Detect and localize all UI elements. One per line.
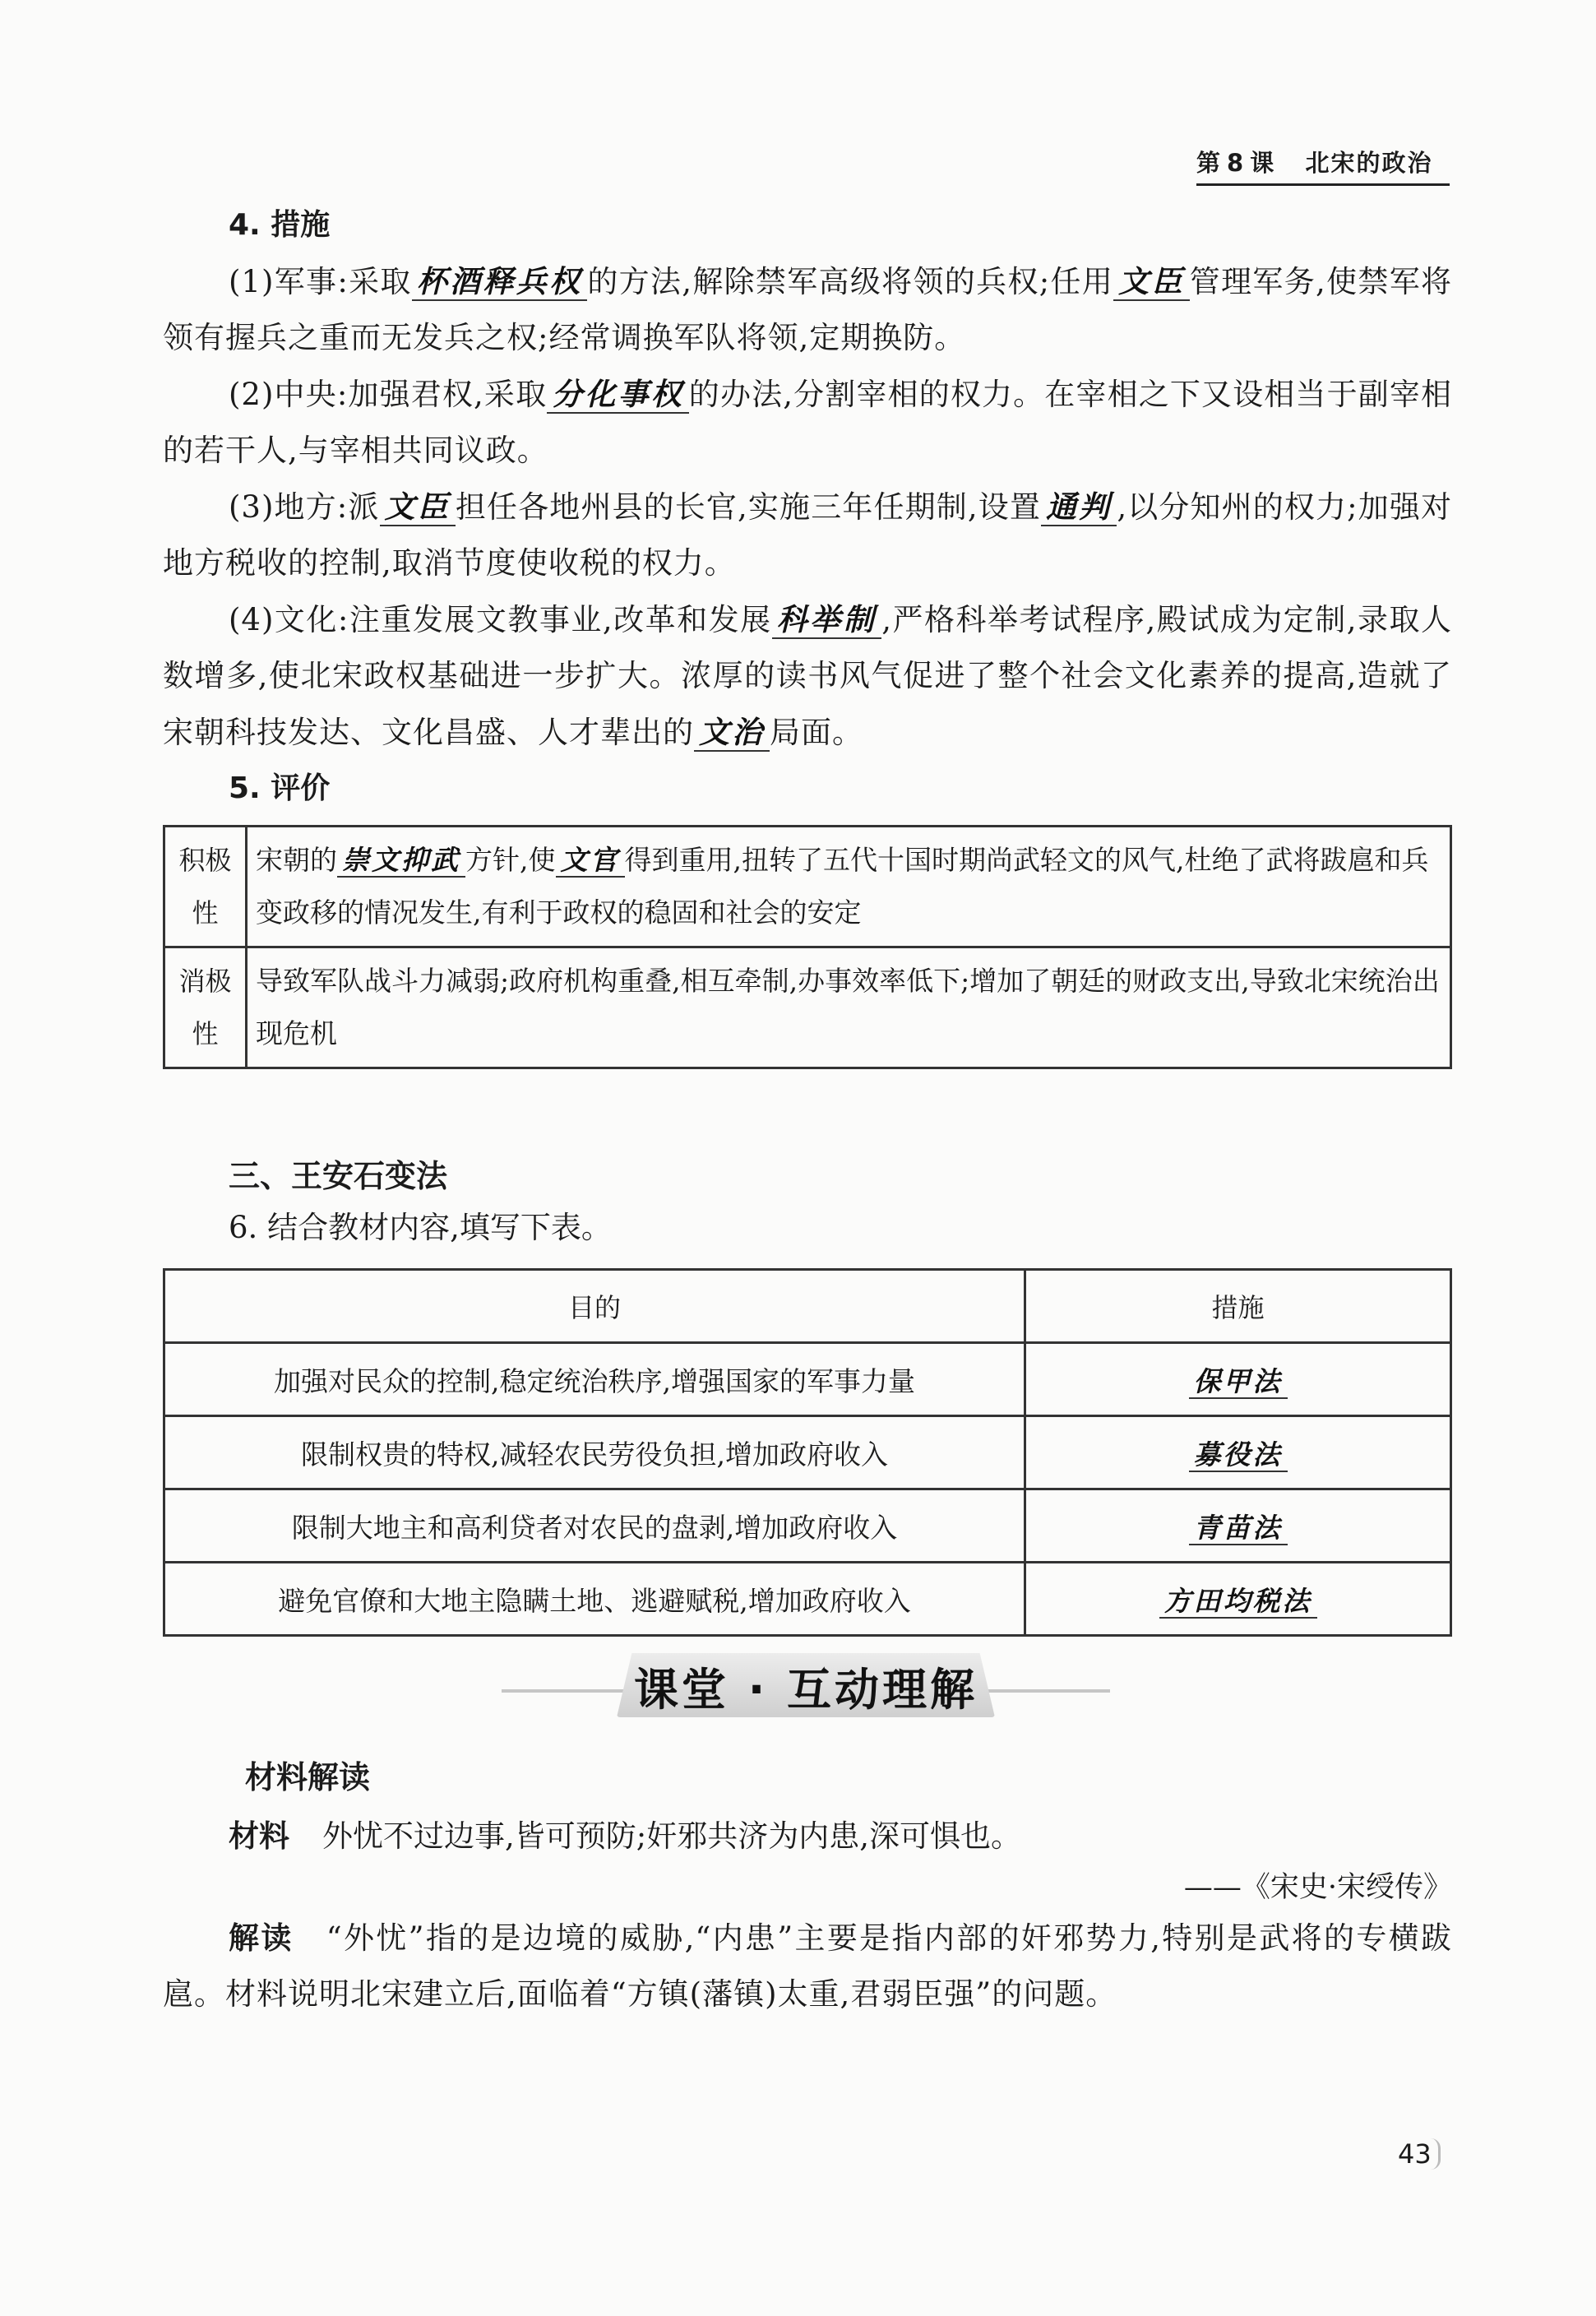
column-header-purpose: 目的 xyxy=(164,1270,1025,1343)
table-row xyxy=(164,1489,1451,1563)
lesson-title: 北宋的政治 xyxy=(1305,149,1433,177)
section-5 xyxy=(163,765,1452,1069)
answer-blank: 分化事权 xyxy=(547,376,689,414)
answer-blank: 科举制 xyxy=(772,601,882,639)
answer-blank: 杯酒释兵权 xyxy=(412,263,588,301)
negative-label: 消极 性 xyxy=(164,947,247,1068)
section-4-title: 4. 措施 xyxy=(229,208,331,242)
table-row xyxy=(164,1343,1451,1416)
positive-label: 积极 性 xyxy=(164,827,247,947)
evaluation-table xyxy=(163,825,1452,1069)
purpose-cell: 加强对民众的控制,稳定统治秩序,增强国家的军事力量 xyxy=(164,1343,1025,1416)
negative-text: 导致军队战斗力减弱;政府机构重叠,相互牵制,办事效率低下;增加了朝廷的财政支出,导致北宋统治出现危机 xyxy=(247,947,1451,1068)
section-banner xyxy=(502,1653,1110,1719)
lesson-suffix: 课 xyxy=(1250,149,1276,177)
measure-cell: 方田均税法 xyxy=(1025,1563,1451,1636)
measure-local: (3)地方:派 文臣 担任各地州县的长官,实施三年任期制,设置 通判 ,以分知州的权力;加强对地方税收的控制,取消节度使收税的权力。 xyxy=(163,489,1453,581)
table-row xyxy=(164,1563,1451,1636)
measure-culture: (4)文化:注重发展文教事业,改革和发展 科举制 ,严格科举考试程序,殿试成为定制,录取人数增多,使北宋政权基础进一步扩大。浓厚的读书风气促进了整个社会文化素养的提高,造就了宋朝科技发达、文化昌盛、人才辈出的 文治 局面。 xyxy=(163,601,1452,750)
page-number: 43 xyxy=(1391,2138,1441,2170)
table-header-row xyxy=(164,1270,1451,1343)
purpose-cell: 避免官僚和大地主隐瞒土地、逃避赋税,增加政府收入 xyxy=(164,1563,1025,1636)
answer-blank: 文官 xyxy=(556,844,625,878)
answer-blank: 文臣 xyxy=(1113,263,1190,301)
measure-central: (2)中央:加强君权,采取 分化事权 的办法,分割宰相的权力。在宰相之下又设相当于副宰相的若干人,与宰相共同议政。 xyxy=(163,376,1452,468)
measure-cell: 保甲法 xyxy=(1025,1343,1451,1416)
purpose-cell: 限制权贵的特权,减轻农民劳役负担,增加政府收入 xyxy=(164,1416,1025,1489)
material-section-title: 材料解读 xyxy=(245,1759,371,1795)
measure-cell: 募役法 xyxy=(1025,1416,1451,1489)
section-5-title: 5. 评价 xyxy=(229,771,331,805)
table-row xyxy=(164,1416,1451,1489)
table-row xyxy=(164,827,1451,947)
reform-table xyxy=(163,1268,1452,1637)
purpose-cell: 限制大地主和高利贷者对农民的盘剥,增加政府收入 xyxy=(164,1489,1025,1563)
answer-blank: 文治 xyxy=(694,714,770,752)
lesson-number: 8 xyxy=(1227,149,1246,177)
material-interpretation: 解读 “外忧”指的是边境的威胁,“内患”主要是指内部的奸邪势力,特别是武将的专横跋扈。材料说明北宋建立后,面临着“方镇(藩镇)太重,君弱臣强”的问题。 xyxy=(163,1920,1453,2012)
section-4 xyxy=(163,201,1452,761)
lesson-prefix: 第 xyxy=(1196,149,1223,177)
answer-blank: 文臣 xyxy=(380,489,456,526)
positive-text: 宋朝的 崇文抑武 方针,使 文官 得到重用,扭转了五代十国时期尚武轻文的风气,杜绝了武将跋扈和兵变政移的情况发生,有利于政权的稳固和社会的安定 xyxy=(247,827,1451,947)
answer-blank: 崇文抑武 xyxy=(337,844,465,878)
running-header xyxy=(1196,145,1450,186)
banner-title: 课堂 · 互动理解 xyxy=(633,1664,978,1716)
measure-cell: 青苗法 xyxy=(1025,1489,1451,1563)
answer-blank: 通判 xyxy=(1041,489,1117,526)
part-3 xyxy=(163,1151,1452,1637)
part-3-title: 三、王安石变法 xyxy=(229,1158,448,1194)
measure-military: (1)军事:采取 杯酒释兵权 的方法,解除禁军高级将领的兵权;任用 文臣 管理军务,使禁军将领有握兵之重而无发兵之权;经常调换军队将领,定期换防。 xyxy=(163,263,1453,355)
material-quote: 材料 外忧不过边事,皆可预防;奸邪共济为内患,深可惧也。 xyxy=(229,1818,1021,1854)
material-section xyxy=(163,1752,1452,2022)
table-row xyxy=(164,947,1451,1068)
column-header-measure: 措施 xyxy=(1025,1270,1451,1343)
material-source: ——《宋史·宋绶传》 xyxy=(1183,1871,1452,1904)
question-6: 6. 结合教材内容,填写下表。 xyxy=(229,1210,612,1245)
